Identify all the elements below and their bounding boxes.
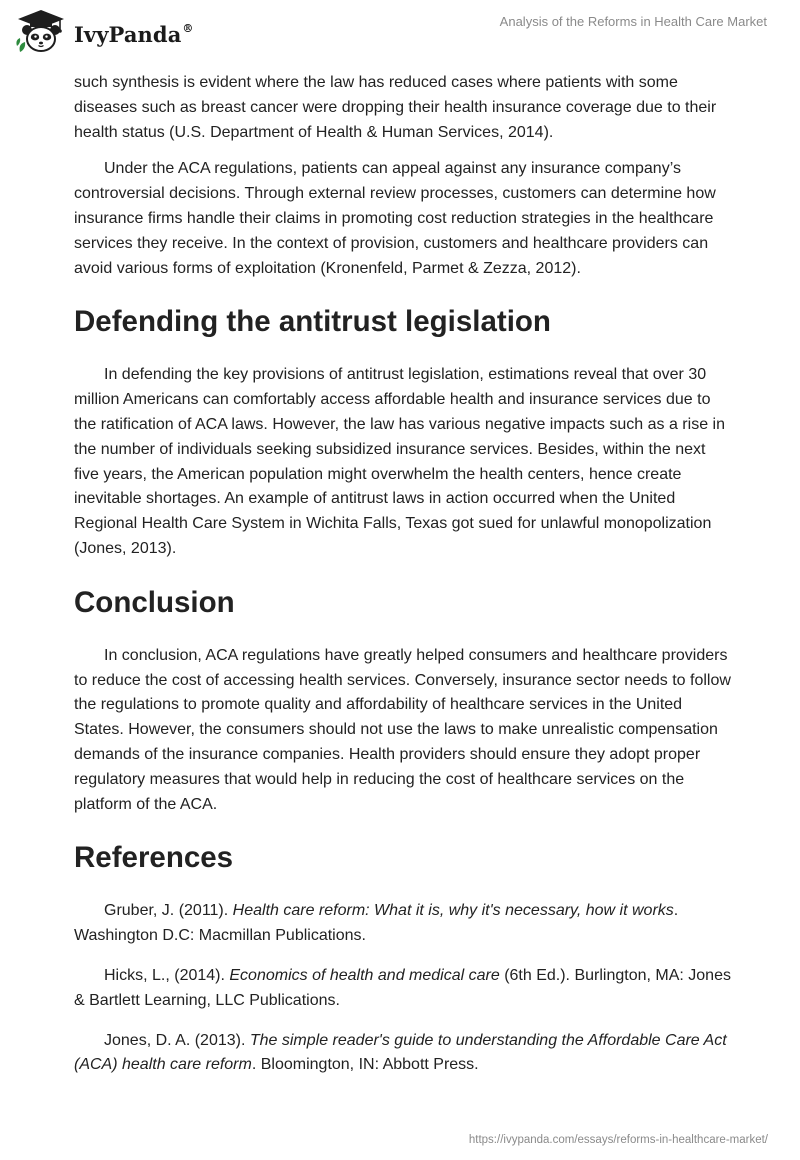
panda-graduate-icon — [14, 8, 68, 56]
reference-author: Jones, D. A. (2013). — [104, 1031, 250, 1049]
reference-publisher: . Washington D.C: Macmillan Publications. — [74, 902, 679, 945]
aca-regulations-paragraph: Under the ACA regulations, patients can appeal against any insurance company’s controversial decisions. Through external review processes, customers can determine how insurance firms handle their claims in promoting cost reduction strategies in the healthcare services they receive. In the context of provision, customers and healthcare providers can avoid various forms of exploitation (Kronenfeld, Parmet & Zezza, 2012). — [74, 160, 716, 277]
reference-title: Economics of health and medical care — [229, 966, 500, 984]
conclusion-paragraph: In conclusion, ACA regulations have greatly helped consumers and healthcare providers to reduce the cost of accessing health services. Conversely, insurance sector needs to follow the regulations to promote quality and affordability of healthcare services in the United States. However, the consumers should not use the laws to make unrealistic compensation demands of the insurance companies. Health providers should ensure they adopt proper regulatory measures that would help in reducing the cost of healthcare services on the platform of the ACA. — [74, 646, 731, 813]
reference-item — [74, 964, 734, 1014]
ivypanda-logo[interactable] — [14, 8, 194, 56]
page-url[interactable]: https://ivypanda.com/essays/reforms-in-healthcare-market/ — [468, 1134, 768, 1146]
reference-author: Gruber, J. (2011). — [104, 902, 233, 920]
document-title: Analysis of the Reforms in Health Care Market — [499, 14, 767, 29]
page-header — [0, 0, 800, 64]
reference-publisher: . Bloomington, IN: Abbott Press. — [251, 1056, 479, 1074]
antitrust-paragraph: In defending the key provisions of antitrust legislation, estimations reveal that over 30 million Americans can comfortably access affordable health and insurance services due to the ratification of ACA laws. However, the law has various negative impacts such as a rise in the number of individuals seeking subsidized insurance services. Besides, within the next five years, the American population might overwhelm the health centers, hence create inevitable shortages. An example of antitrust laws in action occurred when the United Regional Health Care System in Wichita Falls, Texas got sued for unlawful monopolization (Jones, 2013). — [74, 366, 725, 557]
essay-content — [74, 71, 734, 1093]
reference-title: Health care reform: What it is, why it's necessary, how it works — [232, 902, 674, 920]
brand-name: IvyPanda® — [74, 21, 194, 47]
reference-title: The simple reader's guide to understanding the Affordable Care Act (ACA) health care reform — [74, 1031, 727, 1074]
intro-paragraph: such synthesis is evident where the law has reduced cases where patients with some diseases such as breast cancer were dropping their health insurance coverage due to their health status (U.S. Department of Health & Human Services, 2014). — [74, 74, 717, 141]
reference-author: Hicks, L., (2014). — [104, 966, 230, 984]
reference-item — [74, 899, 734, 949]
reference-publisher: (6th Ed.). Burlington, MA: Jones & Bartlett Learning, LLC Publications. — [74, 966, 731, 1009]
references-heading: References — [74, 841, 234, 875]
conclusion-heading: Conclusion — [74, 585, 235, 619]
antitrust-heading: Defending the antitrust legislation — [74, 305, 551, 339]
reference-item — [74, 1029, 734, 1079]
